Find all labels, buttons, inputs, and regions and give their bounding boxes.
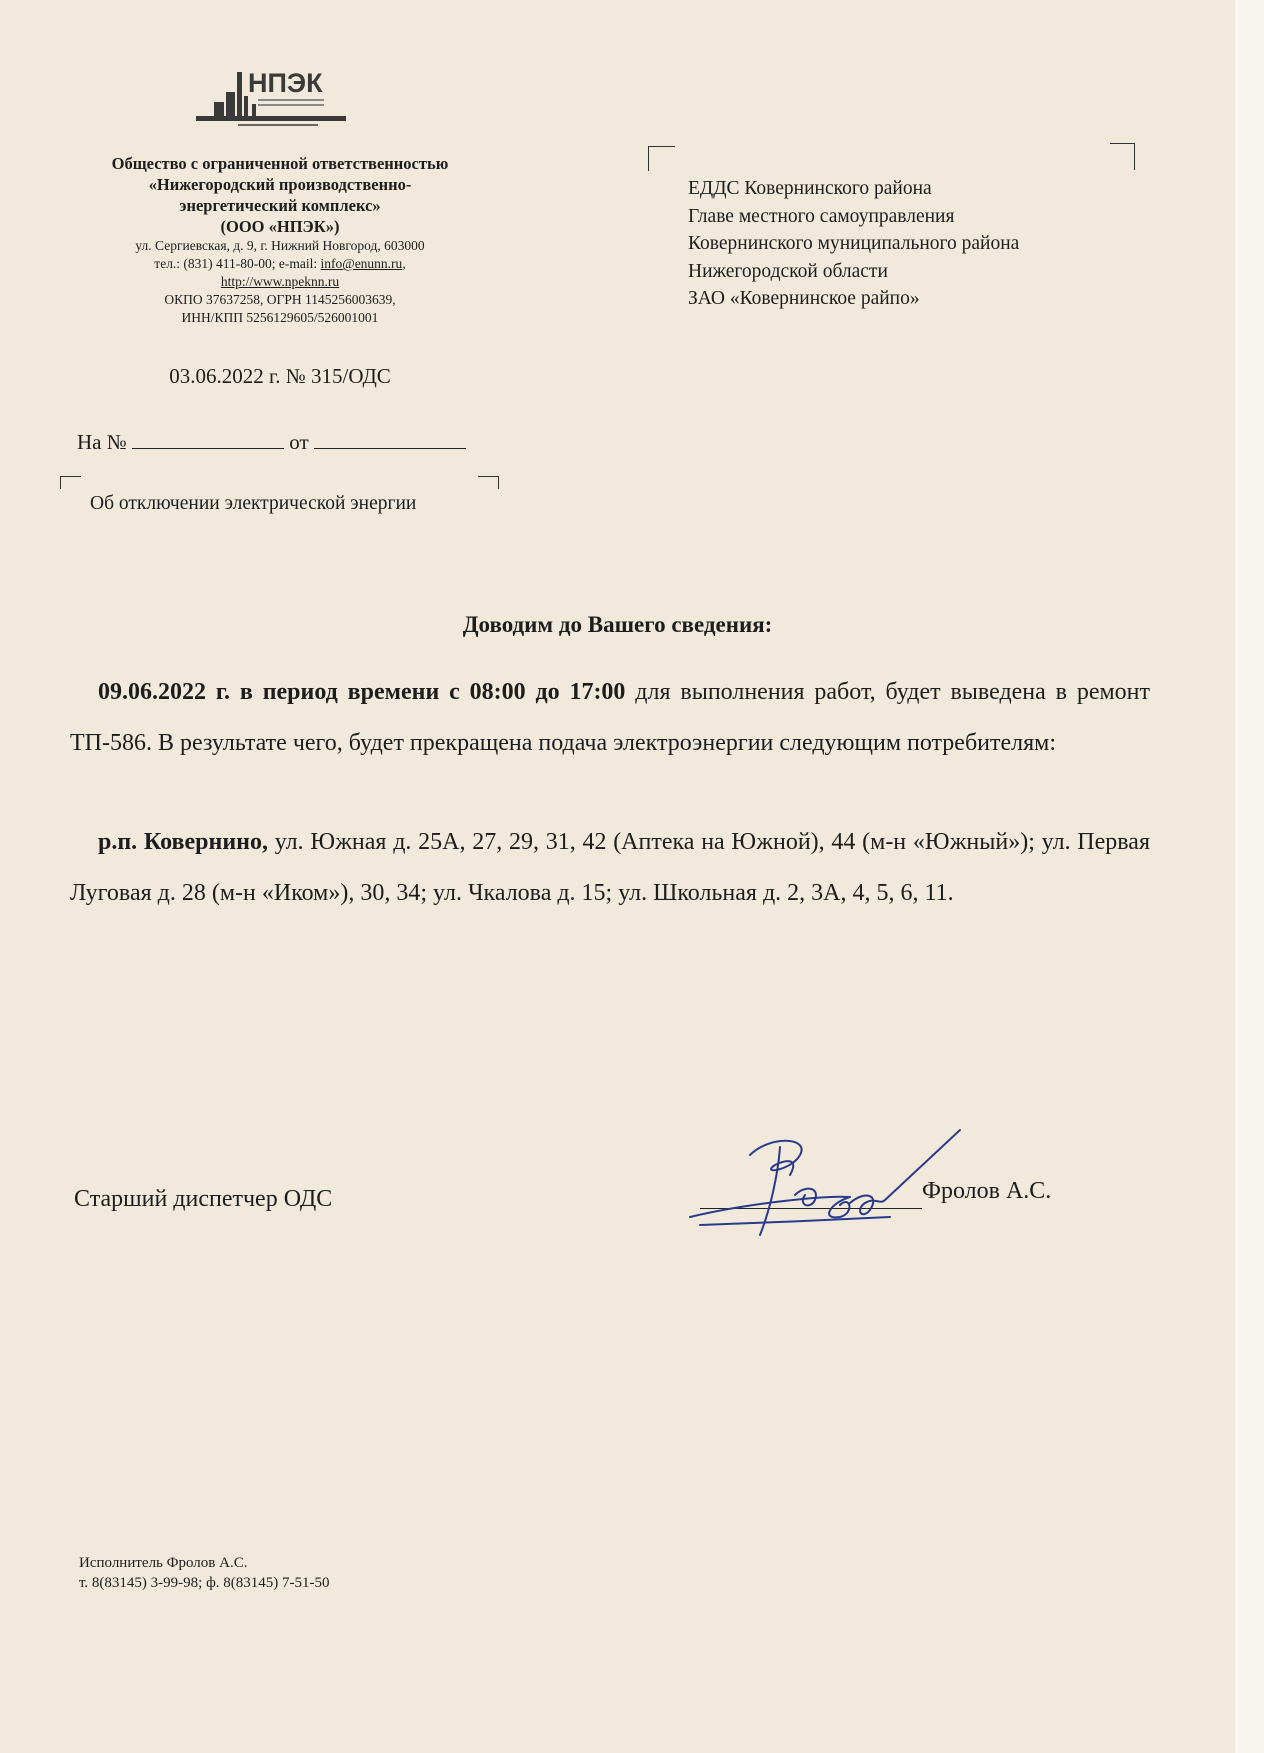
org-inn-kpp: ИНН/КПП 5256129605/526001001 (181, 310, 379, 325)
executor-name: Исполнитель Фролов А.С. (79, 1555, 248, 1571)
phone-text: тел.: (831) 411-80-00; e-mail: (154, 256, 321, 271)
outage-description: для выполнения работ, будет выведена в ремонт ТП-586. В результате чего, будет прекращена подача электроэнергии следующим потребителям: (70, 679, 1150, 756)
org-name-line2: «Нижегородский производственно- (148, 175, 412, 194)
npek-logo (196, 66, 364, 138)
settlement-name: р.п. Ковернино, (98, 829, 268, 855)
website-link[interactable]: http://www.npeknn.ru (220, 274, 340, 289)
org-short-name: (ООО «НПЭК») (220, 217, 340, 236)
org-name-line3: энергетический комплекс» (179, 196, 381, 215)
signer-name: Фролов А.С. (922, 1178, 1052, 1204)
affected-addresses: ул. Южная д. 25А, 27, 29, 31, 42 (Аптека на Южной), 44 (м-н «Южный»); ул. Первая Луговая д. 28 (м-н «Иком»), 30, 34; ул. Чкалова д. 15; ул. Школьная д. 2, 3А, 4, 5, 6, 11. (70, 829, 1151, 906)
addressee-line: Ковернинского муниципального района (688, 233, 1020, 254)
outage-period: 09.06.2022 г. в период времени с 08:00 до 17:00 (98, 679, 626, 705)
addressee-corner-right (1110, 143, 1135, 170)
contacts-suffix: , (402, 256, 406, 271)
notice-paragraph-1 (70, 667, 1150, 769)
notice-heading: Доводим до Вашего сведения: (462, 612, 773, 637)
executor-phones: т. 8(83145) 3-99-98; ф. 8(83145) 7-51-50 (79, 1575, 330, 1591)
notice-paragraph-2 (70, 817, 1150, 919)
addressee-block (688, 175, 1019, 313)
incoming-date-label: от (289, 430, 309, 454)
subject-corner-right (478, 476, 499, 489)
org-address: ул. Сергиевская, д. 9, г. Нижний Новгород, 603000 (135, 238, 425, 253)
subject-line: Об отключении электрической энергии (90, 493, 417, 514)
signer-position: Старший диспетчер ОДС (74, 1186, 333, 1212)
addressee-line: ЕДДС Ковернинского района (688, 178, 932, 199)
svg-text:НПЭК: НПЭК (248, 68, 323, 98)
addressee-corner-left (648, 146, 675, 171)
org-name-line1: Общество с ограниченной ответственностью (111, 154, 449, 173)
org-contacts (60, 255, 500, 273)
org-okpo-ogrn: ОКПО 37637258, ОГРН 1145256003639, (164, 292, 396, 307)
incoming-number-label: На № (77, 430, 127, 454)
incoming-reference (77, 430, 466, 455)
addressee-line: Нижегородской области (688, 260, 888, 282)
executor-block (79, 1553, 330, 1593)
incoming-number-blank (132, 448, 284, 449)
addressee-line: ЗАО «Ковернинское райпо» (688, 288, 920, 309)
email-link[interactable]: info@enunn.ru (320, 256, 403, 271)
scan-edge (1235, 0, 1264, 1753)
subject-corner-left (60, 476, 81, 489)
outgoing-number: 03.06.2022 г. № 315/ОДС (169, 364, 391, 388)
incoming-date-blank (314, 448, 466, 449)
addressee-line: Главе местного самоуправления (688, 205, 955, 227)
sender-block (60, 153, 500, 327)
